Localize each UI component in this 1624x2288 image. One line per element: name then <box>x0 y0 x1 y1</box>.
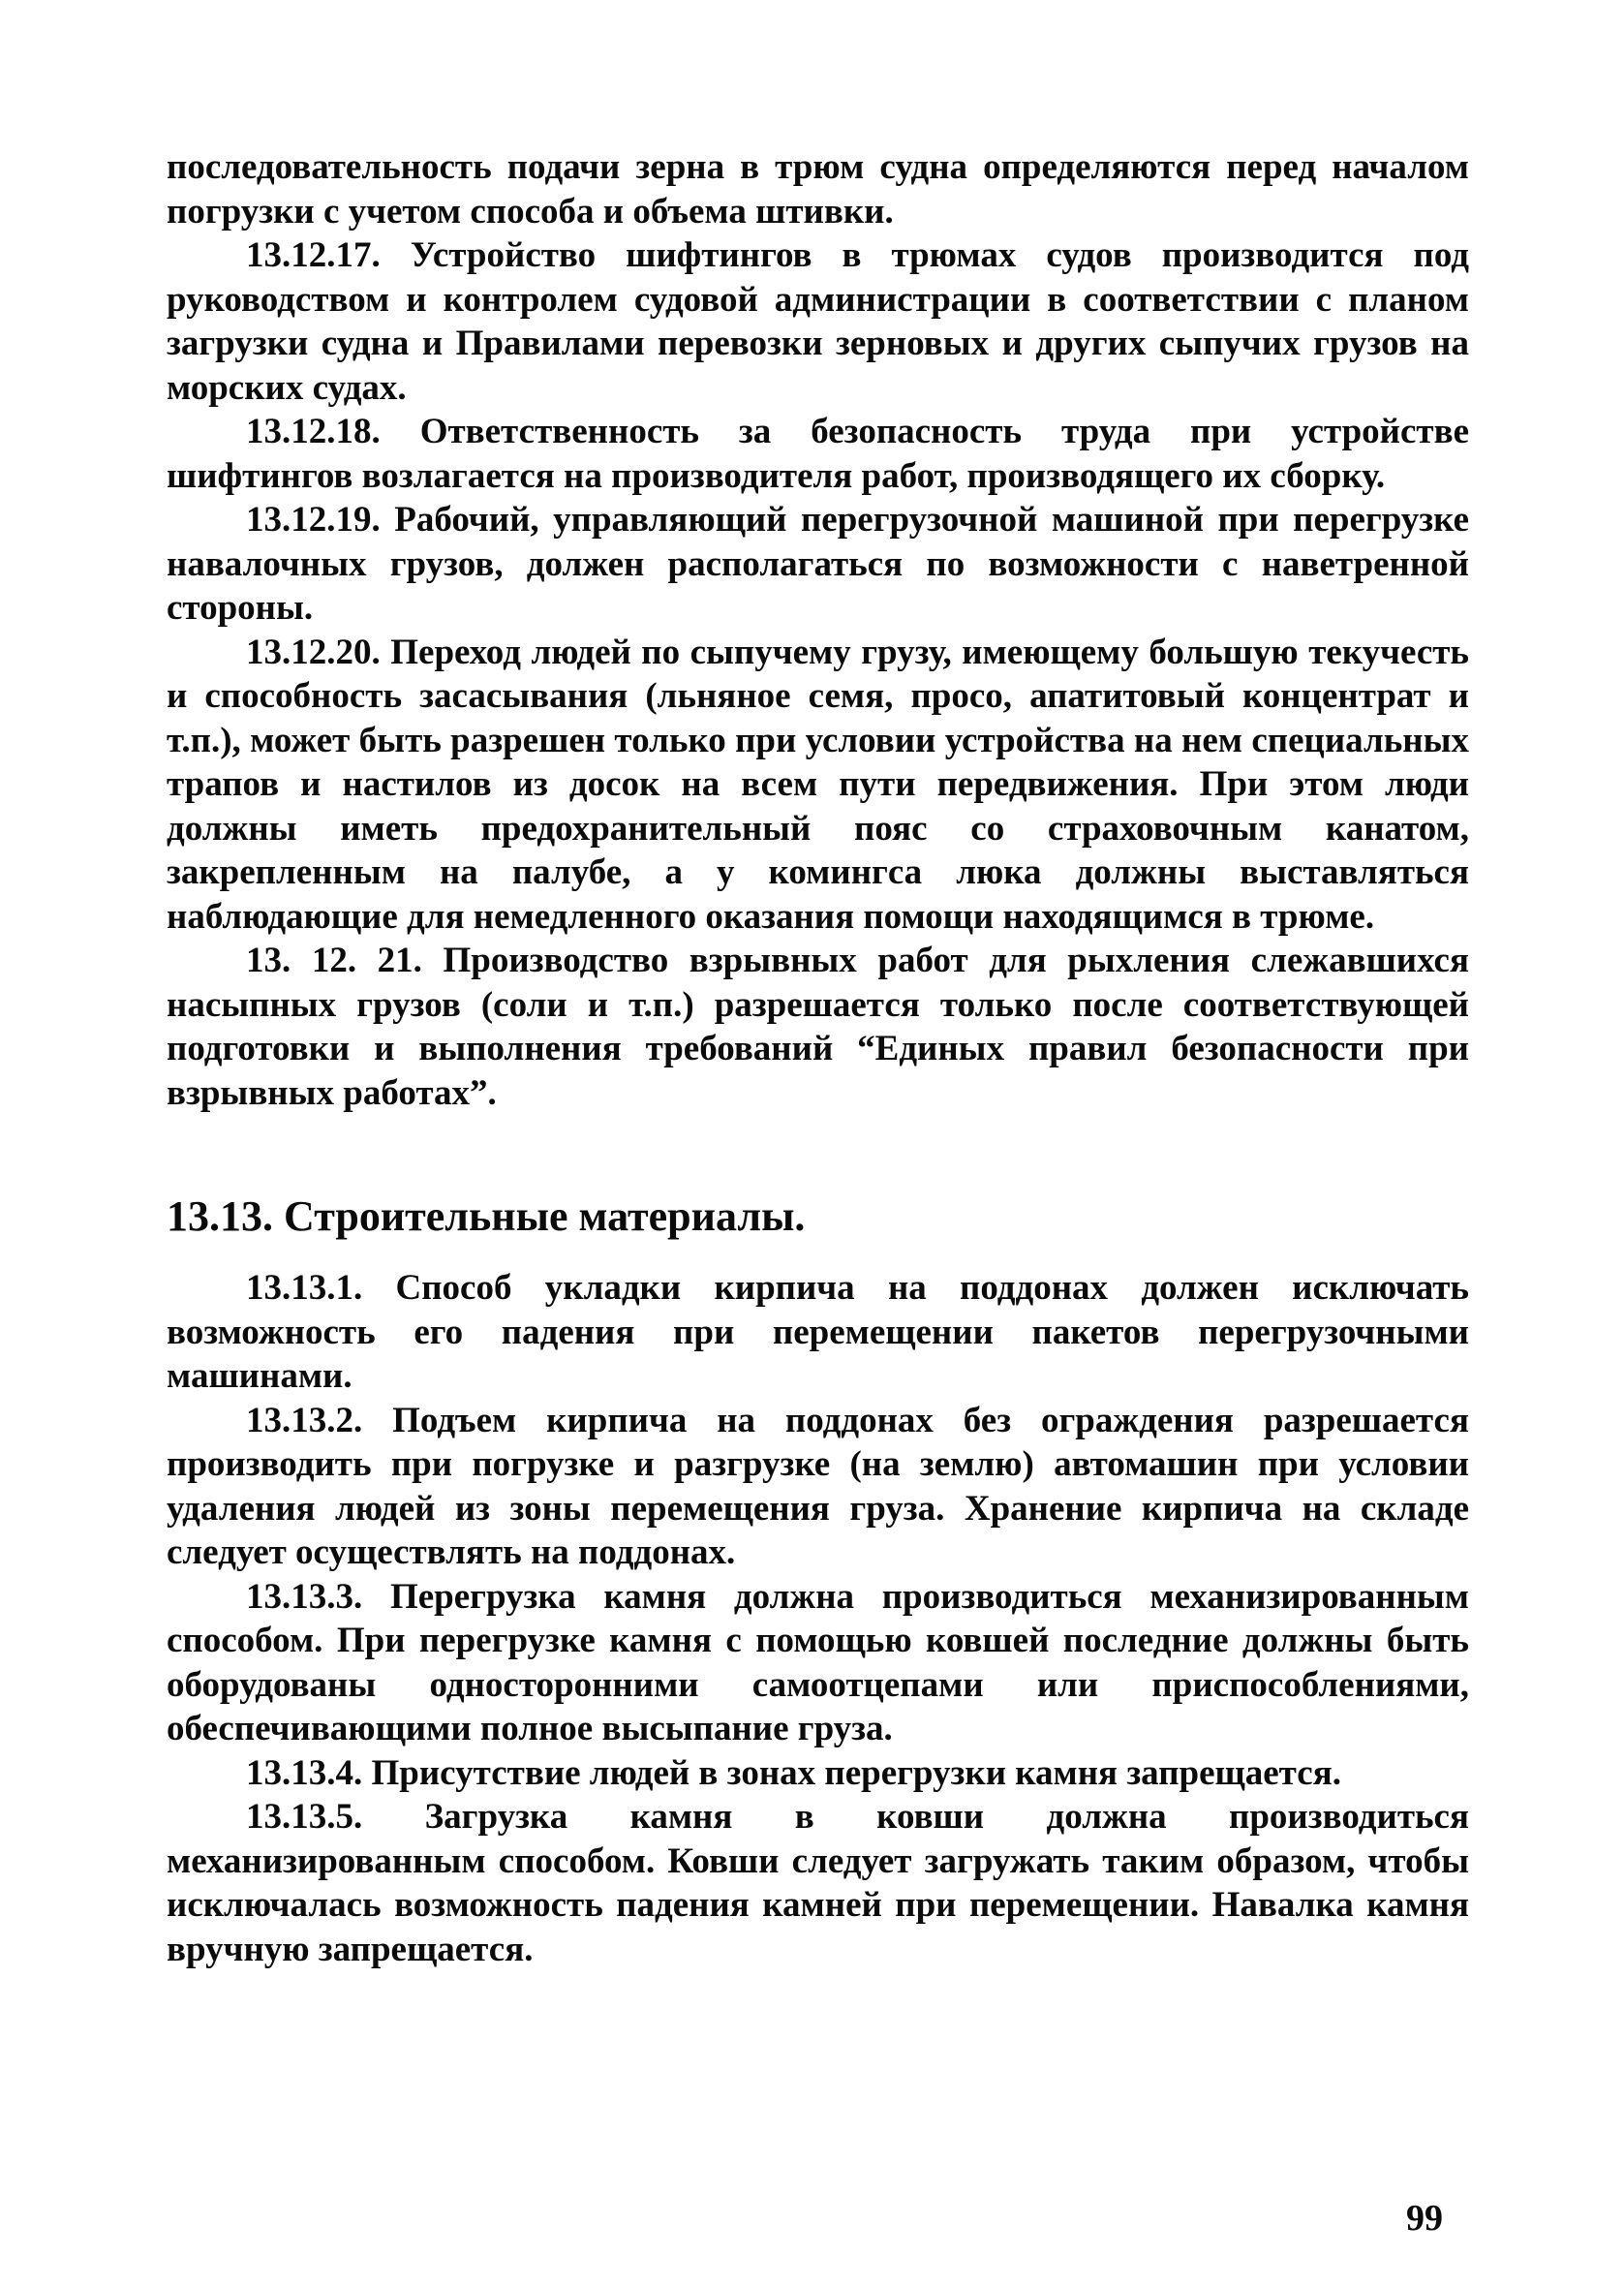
paragraph-13-12-18: 13.12.18. Ответственность за безопасность труда при устройстве шифтингов возлагается на производителя работ, производящего их сборку. <box>167 412 1469 496</box>
page-number: 99 <box>1406 2198 1443 2239</box>
paragraph-13-12-20: 13.12.20. Переход людей по сыпучему грузу, имеющему большую текучесть и способность засасывания (льняное семя, просо, апатитовый концентрат и т.п.), может быть разрешен только при условии устройства на нем специальных трапов и настилов из досок на всем пути передвижения. При этом люди должны иметь предохранительный пояс со страховочным канатом, закрепленным на палубе, а у комингса люка должны выставляться наблюдающие для немедленного оказания помощи находящимся в трюме. <box>167 632 1469 937</box>
paragraph-13-13-1: 13.13.1. Способ укладки кирпича на поддонах должен исключать возможность его падения при перемещении пакетов перегрузочными машинами. <box>167 1268 1469 1396</box>
paragraph-continuation: последовательность подачи зерна в трюм судна определяются перед началом погрузки с учетом способа и объема штивки. <box>167 147 1469 232</box>
paragraph-13-13-5: 13.13.5. Загрузка камня в ковши должна производиться механизированным способом. Ковши следует загружать таким образом, чтобы исключалась возможность падения камней при перемещении. Навалка камня вручную запрещается. <box>167 1797 1469 1969</box>
paragraph-13-12-17: 13.12.17. Устройство шифтингов в трюмах судов производится под руководством и контролем судовой администрации в соответствии с планом загрузки судна и Правилами перевозки зерновых и других сыпучих грузов на морских судах. <box>167 235 1469 408</box>
paragraph-13-13-4: 13.13.4. Присутствие людей в зонах перегрузки камня запрещается. <box>246 1752 1341 1793</box>
section-heading: 13.13. Строительные материалы. <box>167 1192 806 1240</box>
paragraph-13-13-2: 13.13.2. Подъем кирпича на поддонах без ограждения разрешается производить при погрузке и разгрузке (на землю) автомашин при условии удаления людей из зоны перемещения груза. Хранение кирпича на складе следует осуществлять на поддонах. <box>167 1400 1469 1572</box>
paragraph-13-13-3: 13.13.3. Перегрузка камня должна производиться механизированным способом. При перегрузке камня с помощью ковшей последние должны быть оборудованы односторонними самоотцепами или приспособлениями, обеспечивающими полное высыпание груза. <box>167 1576 1469 1748</box>
paragraph-13-12-19: 13.12.19. Рабочий, управляющий перегрузочной машиной при перегрузке навалочных грузов, должен располагаться по возможности с наветренной стороны. <box>167 500 1469 628</box>
paragraph-13-12-21: 13. 12. 21. Производство взрывных работ для рыхления слежавшихся насыпных грузов (соли и т.п.) разрешается только после соответствующей подготовки и выполнения требований “Единых правил безопасности при взрывных работах”. <box>167 941 1469 1113</box>
page-body <box>167 145 1469 1971</box>
